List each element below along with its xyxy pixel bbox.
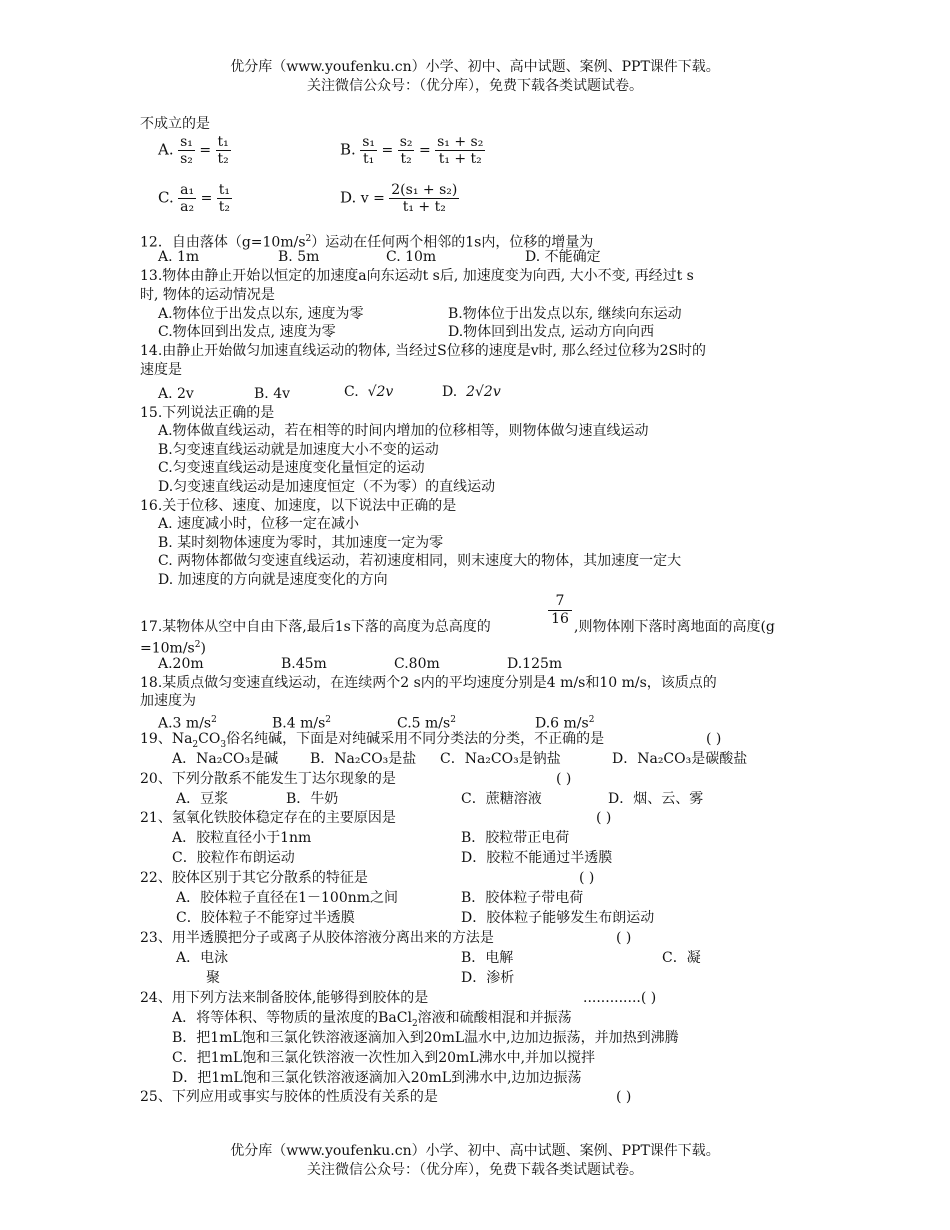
q21-stem: 21、氢氧化铁胶体稳定存在的主要原因是 (140, 810, 396, 826)
q18-option-c: C.5 $m/s^2$ (397, 715, 456, 732)
q16-stem: 16.关于位移、速度、加速度，以下说法中正确的是 (140, 498, 457, 514)
q17-fraction: 7 16 (548, 593, 572, 628)
q12-stem: 12．自由落体$(g=10m/s^2)$运动在任何两个相邻的1s内，位移的增量为 (140, 234, 594, 251)
q12-option-b: B. 5m (278, 249, 320, 265)
q15-option-b: B.匀变速直线运动就是加速度大小不变的运动 (158, 442, 439, 458)
q21-answer-paren: ( ) (596, 810, 612, 826)
q11-option-a: A. $\frac{\text{s₁}}{\text{s₂}}$ = $\frac{\text{t₁}}{\text{t₂}}$ (158, 134, 229, 167)
q17-stem-b: ,则物体刚下落时离地面的高度(g (574, 619, 775, 635)
q24-option-d: D．把1mL饱和三氯化铁溶液逐滴加入20mL到沸水中,边加边振荡 (172, 1070, 582, 1086)
q24-answer-paren: .............( ) (583, 990, 657, 1006)
q19-option-d: D．Na₂CO₃是碳酸盐 (612, 751, 748, 767)
page-footer (0, 1142, 950, 1180)
q20-stem: 20、下列分散系不能发生丁达尔现象的是 (140, 771, 396, 787)
q19-option-a: A．Na₂CO₃是碱 (172, 751, 279, 767)
footer-line-2: 关注微信公众号：（优分库），免费下载各类试题试卷。 (307, 1162, 643, 1178)
q13-stem-line2: 时, 物体的运动情况是 (140, 287, 275, 303)
q15-option-a: A.物体做直线运动，若在相等的时间内增加的位移相等，则物体做匀速直线运动 (158, 423, 649, 439)
page-header (0, 58, 950, 96)
q19-option-b: B．Na₂CO₃是盐 (310, 751, 417, 767)
q22-option-c: C．胶体粒子不能穿过半透膜 (176, 910, 355, 926)
q23-option-c-continued: 聚 (206, 970, 220, 986)
q13-option-a: A.物体位于出发点以东, 速度为零 (158, 306, 364, 322)
q14-option-d: D. 2√2v (442, 384, 501, 400)
q21-option-c: C．胶粒作布朗运动 (172, 850, 295, 866)
q14-option-b: B. 4v (254, 386, 291, 402)
q25-answer-paren: ( ) (616, 1089, 632, 1105)
footer-line-1: 优分库（www.youfenku.cn）小学、初中、高中试题、案例、PPT课件下载。 (230, 1143, 720, 1159)
q23-option-a: A．电泳 (176, 950, 229, 966)
q22-option-d: D．胶体粒子能够发生布朗运动 (461, 910, 655, 926)
q23-option-d: D．渗析 (461, 970, 515, 986)
q21-option-d: D．胶粒不能通过半透膜 (461, 850, 613, 866)
q18-stem-line2: 加速度为 (140, 693, 196, 709)
q20-option-d: D．烟、云、雾 (608, 791, 704, 807)
q14-option-a: A. 2v (158, 386, 194, 402)
q13-option-d: D.物体回到出发点, 运动方向向西 (448, 324, 655, 340)
q11-option-d: D. v = $\frac{\text{2(s₁ + s₂)}}{\text{t₁ + t₂}}$ (340, 182, 458, 215)
q16-option-b: B. 某时刻物体速度为零时，其加速度一定为零 (158, 535, 444, 551)
q23-option-b: B．电解 (461, 950, 514, 966)
q24-option-c: C．把1mL饱和三氯化铁溶液一次性加入到20mL沸水中,并加以搅拌 (172, 1050, 596, 1066)
q11-tail: 不成立的是 (140, 116, 210, 132)
q17-option-b: B.45m (281, 656, 327, 672)
q12-option-d: D. 不能确定 (525, 249, 601, 265)
q14-stem-line1: 14.由静止开始做匀加速直线运动的物体, 当经过S位移的速度是v时, 那么经过位移为2S时的 (140, 343, 707, 359)
q20-option-c: C．蔗糖溶液 (461, 791, 542, 807)
q18-stem-line1: 18.某质点做匀变速直线运动，在连续两个2 s内的平均速度分别是4 m/s和10 m/s，该质点的 (140, 675, 717, 691)
q19-stem: 19、$Na_2CO_3$俗名纯碱，下面是对纯碱采用不同分类法的分类，不正确的是 (140, 731, 605, 750)
q17-option-c: C.80m (394, 656, 440, 672)
q11-option-c: C. $\frac{\text{a₁}}{\text{a₂}}$ = $\frac{\text{t₁}}{\text{t₂}}$ (158, 182, 231, 215)
q22-stem: 22、胶体区别于其它分散系的特征是 (140, 870, 368, 886)
q14-option-c: C. √2v (344, 384, 394, 400)
q19-option-c: C．Na₂CO₃是钠盐 (440, 751, 561, 767)
q17-option-d: D.125m (507, 656, 563, 672)
q15-option-d: D.匀变速直线运动是加速度恒定（不为零）的直线运动 (158, 479, 496, 495)
q13-option-c: C.物体回到出发点, 速度为零 (158, 324, 336, 340)
q20-option-a: A．豆浆 (176, 791, 229, 807)
q13-stem-line1: 13.物体由静止开始以恒定的加速度a向东运动t s后, 加速度变为向西, 大小不变, 再经过t s (140, 268, 694, 284)
header-line-2: 关注微信公众号：（优分库），免费下载各类试题试卷。 (307, 78, 643, 94)
q16-option-d: D. 加速度的方向就是速度变化的方向 (158, 572, 388, 588)
q23-stem: 23、用半透膜把分子或离子从胶体溶液分离出来的方法是 (140, 930, 494, 946)
q16-option-c: C. 两物体都做匀变速直线运动，若初速度相同，则末速度大的物体，其加速度一定大 (158, 553, 682, 569)
q22-answer-paren: ( ) (579, 870, 595, 886)
q19-answer-paren: ( ) (706, 731, 722, 747)
q13-option-b: B.物体位于出发点以东, 继续向东运动 (448, 306, 682, 322)
q18-option-a: A.3 $m/s^2$ (158, 715, 217, 732)
q16-option-a: A. 速度减小时，位移一定在减小 (158, 516, 360, 532)
q24-stem: 24、用下列方法来制备胶体,能够得到胶体的是 (140, 990, 429, 1006)
q17-stem-a: 17.某物体从空中自由下落,最后1s下落的高度为总高度的 (140, 619, 491, 635)
q23-answer-paren: ( ) (616, 930, 632, 946)
header-line-1: 优分库（www.youfenku.cn）小学、初中、高中试题、案例、PPT课件下载。 (230, 59, 720, 75)
q24-option-b: B．把1mL饱和三氯化铁溶液逐滴加入到20mL温水中,边加边振荡，并加热到沸腾 (172, 1030, 679, 1046)
q21-option-b: B．胶粒带正电荷 (461, 830, 570, 846)
q15-stem: 15.下列说法正确的是 (140, 405, 275, 421)
q15-option-c: C.匀变速直线运动是速度变化量恒定的运动 (158, 460, 425, 476)
q18-option-d: D.6 $m/s^2$ (535, 715, 595, 732)
q17-option-a: A.20m (158, 656, 204, 672)
q20-option-b: B．牛奶 (286, 791, 339, 807)
q25-stem: 25、下列应用或事实与胶体的性质没有关系的是 (140, 1089, 438, 1105)
q22-option-b: B．胶体粒子带电荷 (461, 890, 584, 906)
q17-stem-line2: $=10m/s^2$) (140, 640, 206, 657)
q14-stem-line2: 速度是 (140, 362, 182, 378)
q21-option-a: A．胶粒直径小于1nm (172, 830, 312, 846)
q11-option-b: B. $\frac{\text{s₁}}{\text{t₁}}$ = $\frac{\text{s₂}}{\text{t₂}}$ = $\frac{\text{s₁ + s₂}}{\text{t₁ + t₂}}$ (340, 134, 484, 167)
q20-answer-paren: ( ) (556, 771, 572, 787)
q12-option-c: C. 10m (386, 249, 437, 265)
q23-option-c: C．凝 (662, 950, 701, 966)
q24-option-a: A．将等体积、等物质的量浓度的BaCl$_2$溶液和硫酸相混和并振荡 (172, 1010, 572, 1029)
q22-option-a: A．胶体粒子直径在1－100nm之间 (176, 890, 399, 906)
q12-option-a: A. 1m (158, 249, 200, 265)
q18-option-b: B.4 $m/s^2$ (272, 715, 332, 732)
